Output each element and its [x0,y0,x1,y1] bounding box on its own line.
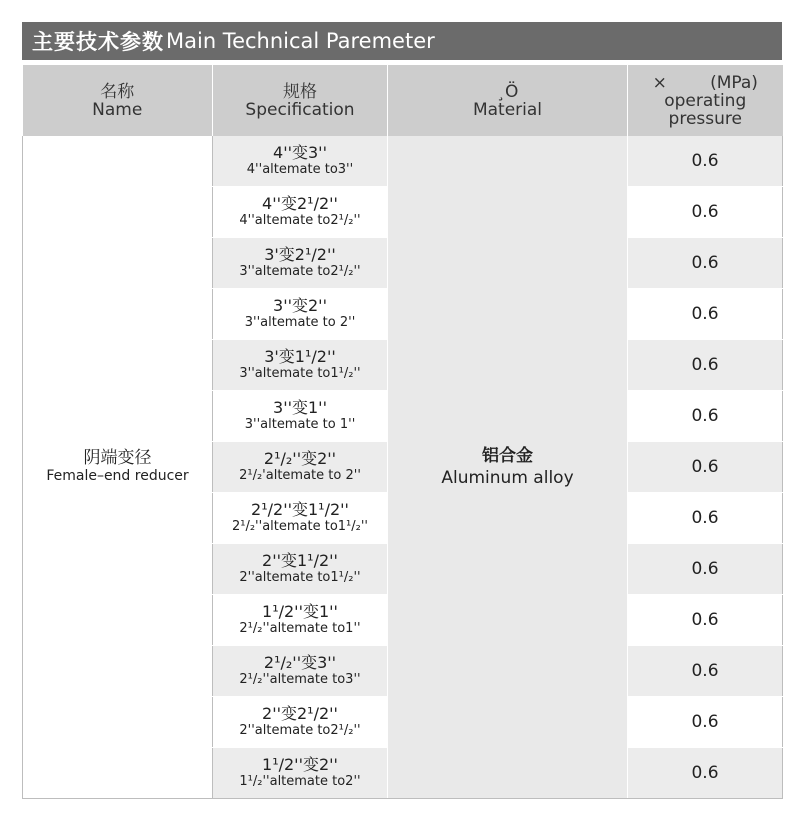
header-spec-cn: 规格 [283,81,317,102]
spec-cn: 3'变2¹/2'' [264,245,336,264]
header-material-en: Material [472,99,543,120]
spec-en: 2¹/₂'altemate to 2'' [239,468,361,483]
pressure-cell: 0.6 [628,544,783,595]
spec-table [22,65,783,799]
spec-en: 3''altemate to 1'' [244,417,356,432]
spec-en: 2¹/₂''altemate to3'' [239,672,361,687]
spec-cell [213,595,388,646]
spec-cell [213,442,388,493]
spec-cell [213,187,388,238]
spec-cell [213,340,388,391]
table-header-row [23,65,783,136]
spec-cell [213,289,388,340]
spec-cn: 1¹/2''变2'' [262,755,338,774]
section-title [22,22,782,60]
spec-cell [213,544,388,595]
spec-cn: 1¹/2''变1'' [262,602,338,621]
spec-cell [213,391,388,442]
spec-en: 4''altemate to2¹/₂'' [239,213,361,228]
material-en: Aluminum alloy [441,468,574,488]
pressure-cell: 0.6 [628,748,783,799]
header-pressure-en: operating pressure [664,90,747,129]
header-name [23,65,213,136]
pressure-cell: 0.6 [628,595,783,646]
header-name-en: Name [92,99,143,120]
spec-cn: 3''变2'' [273,296,327,315]
spec-cn: 2¹/2''变1¹/2'' [251,500,349,519]
header-material [388,65,628,136]
table-body [23,136,783,799]
spec-cell [213,136,388,187]
spec-cell [213,697,388,748]
product-name-cell [23,136,213,799]
table-row [23,136,783,187]
spec-en: 3''altemate to1¹/₂'' [239,366,361,381]
pressure-cell: 0.6 [628,238,783,289]
spec-cn: 3'变1¹/2'' [264,347,336,366]
material-cell [388,136,628,799]
title-cn: 主要技术参数 [32,30,164,54]
pressure-cell: 0.6 [628,493,783,544]
spec-cell [213,748,388,799]
pressure-cell: 0.6 [628,136,783,187]
pressure-cell: 0.6 [628,697,783,748]
spec-cn: 3''变1'' [273,398,327,417]
product-name-en: Female–end reducer [46,468,189,484]
pressure-cell: 0.6 [628,442,783,493]
header-material-cn: ¸Ö [496,81,519,102]
pressure-cell: 0.6 [628,391,783,442]
spec-en: 1¹/₂''altemate to2'' [239,774,361,789]
header-pressure [628,65,783,136]
spec-cn: 4''变2¹/2'' [262,194,338,213]
spec-cn: 4''变3'' [273,143,327,162]
pressure-cell: 0.6 [628,340,783,391]
header-pressure-cn: × (MPa) [652,72,758,93]
spec-cn: 2¹/₂''变2'' [263,449,337,468]
title-en: Main Technical Paremeter [166,29,435,53]
header-name-cn: 名称 [100,81,135,102]
spec-en: 3''altemate to 2'' [244,315,356,330]
pressure-cell: 0.6 [628,646,783,697]
material-cn: 铝合金 [482,446,533,466]
pressure-cell: 0.6 [628,187,783,238]
spec-cn: 2''变2¹/2'' [262,704,338,723]
spec-cell [213,238,388,289]
spec-en: 2¹/₂''altemate to1¹/₂'' [231,519,369,534]
spec-cell [213,646,388,697]
spec-en: 2''altemate to1¹/₂'' [239,570,361,585]
spec-cn: 2¹/₂''变3'' [263,653,337,672]
spec-cell [213,493,388,544]
header-spec [213,65,388,136]
header-spec-en: Specification [245,99,355,120]
product-name-cn: 阴端变径 [83,448,152,468]
spec-en: 2''altemate to2¹/₂'' [239,723,361,738]
spec-en: 2¹/₂''altemate to1'' [239,621,361,636]
spec-en: 3''altemate to2¹/₂'' [239,264,361,279]
spec-en: 4''altemate to3'' [246,162,354,177]
spec-cn: 2''变1¹/2'' [262,551,338,570]
pressure-cell: 0.6 [628,289,783,340]
